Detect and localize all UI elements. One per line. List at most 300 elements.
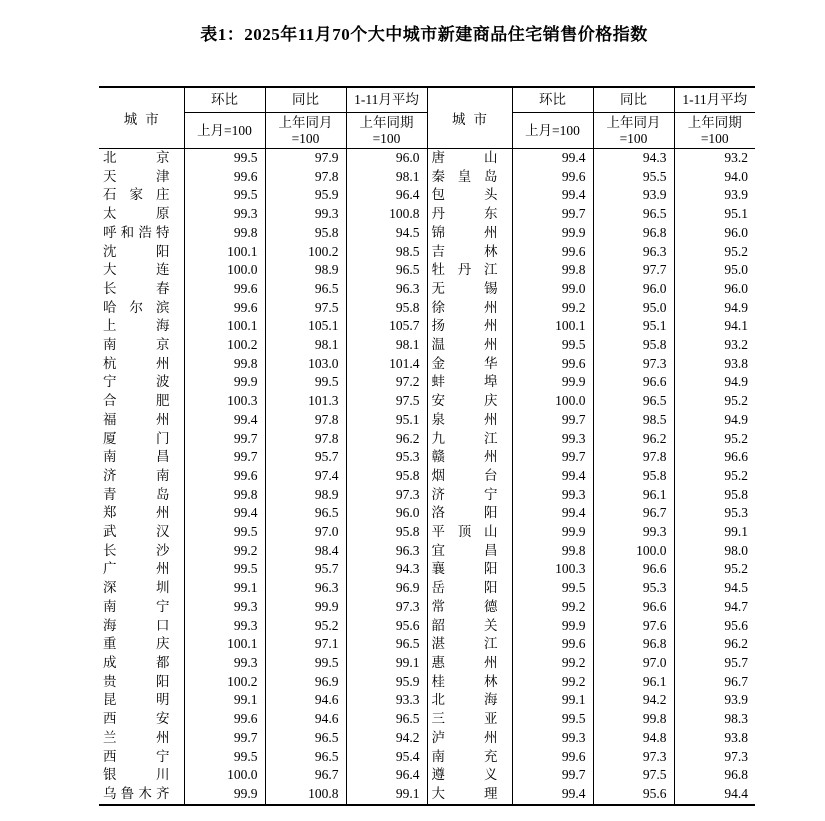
left-mom-value: 99.9 [184, 785, 265, 805]
right-avg-value: 93.8 [724, 729, 748, 745]
right-yoy-value: 96.6 [593, 373, 674, 392]
right-mom-value: 99.4 [512, 186, 593, 205]
table-row [99, 411, 755, 430]
left-mom-value: 99.3 [184, 598, 265, 617]
left-yoy-value: 97.8 [265, 168, 346, 187]
right-avg-value: 94.9 [724, 374, 748, 390]
right-mom-value: 99.6 [512, 243, 593, 262]
right-city-cell: 遵 义 [427, 766, 512, 785]
right-avg-value: 94.7 [724, 598, 748, 614]
right-city-cell: 包 头 [427, 186, 512, 205]
table-row [99, 523, 755, 542]
right-city-cell: 唐 山 [427, 149, 512, 168]
right-avg-value: 94.9 [724, 299, 748, 315]
right-yoy-value: 97.7 [593, 261, 674, 280]
left-avg-value: 96.5 [346, 261, 427, 280]
right-avg-value: 99.1 [724, 524, 748, 540]
table-row [99, 280, 755, 299]
right-city-cell: 宜 昌 [427, 542, 512, 561]
table-row [99, 785, 755, 805]
right-avg-value: 94.1 [724, 318, 748, 334]
right-avg-value: 94.5 [724, 580, 748, 596]
left-yoy-value: 97.9 [265, 149, 346, 168]
left-yoy-value: 95.2 [265, 617, 346, 636]
left-mom-value: 99.9 [184, 373, 265, 392]
right-mom-value: 99.7 [512, 448, 593, 467]
left-yoy-value: 100.2 [265, 243, 346, 262]
left-mom-value: 99.3 [184, 654, 265, 673]
right-city-cell: 牡 丹 江 [427, 261, 512, 280]
right-city-cell: 三 亚 [427, 710, 512, 729]
left-avg-value: 96.0 [346, 504, 427, 523]
left-city-cell: 上 海 [99, 317, 184, 336]
right-yoy-value: 95.3 [593, 579, 674, 598]
right-mom-value: 99.7 [512, 205, 593, 224]
left-avg-value: 96.4 [346, 186, 427, 205]
left-city-cell: 长 沙 [99, 542, 184, 561]
left-city-cell: 南 京 [99, 336, 184, 355]
right-yoy-value: 96.7 [593, 504, 674, 523]
right-mom-value: 99.6 [512, 355, 593, 374]
left-city-cell: 昆 明 [99, 691, 184, 710]
right-city-cell: 平 顶 山 [427, 523, 512, 542]
right-city-cell: 九 江 [427, 430, 512, 449]
left-city-cell: 贵 阳 [99, 673, 184, 692]
table-row [99, 617, 755, 636]
right-mom-value: 99.5 [512, 336, 593, 355]
right-avg-value: 93.2 [724, 150, 748, 165]
table-row [99, 355, 755, 374]
header-mom-base-left: 上月=100 [184, 113, 265, 149]
right-avg-value: 96.0 [724, 280, 748, 296]
right-city-cell: 桂 林 [427, 673, 512, 692]
left-avg-value: 99.1 [346, 654, 427, 673]
header-avg-base-left: 上年同期 =100 [346, 113, 427, 149]
left-avg-value: 100.8 [346, 205, 427, 224]
right-avg-value: 93.9 [724, 187, 748, 203]
right-city-cell: 洛 阳 [427, 504, 512, 523]
right-avg-value: 95.8 [724, 486, 748, 502]
header-avg-left: 1-11月平均 [346, 87, 427, 113]
header-avg-right: 1-11月平均 [674, 87, 755, 113]
right-avg-value: 94.0 [724, 168, 748, 184]
left-yoy-value: 97.5 [265, 299, 346, 318]
left-avg-value: 96.9 [346, 579, 427, 598]
left-yoy-value: 96.3 [265, 579, 346, 598]
table-row [99, 542, 755, 561]
left-avg-value: 94.2 [346, 729, 427, 748]
left-avg-value: 94.3 [346, 560, 427, 579]
table-row [99, 317, 755, 336]
table-row [99, 373, 755, 392]
right-city-cell: 丹 东 [427, 205, 512, 224]
right-mom-value: 99.8 [512, 542, 593, 561]
right-mom-value: 99.9 [512, 523, 593, 542]
left-avg-value: 96.3 [346, 542, 427, 561]
right-avg-value: 95.2 [724, 467, 748, 483]
left-yoy-value: 99.9 [265, 598, 346, 617]
right-mom-value: 99.2 [512, 598, 593, 617]
left-mom-value: 100.3 [184, 392, 265, 411]
table-row [99, 654, 755, 673]
right-yoy-value: 96.1 [593, 486, 674, 505]
right-avg-value: 96.6 [724, 449, 748, 465]
right-yoy-value: 99.8 [593, 710, 674, 729]
right-mom-value: 100.3 [512, 560, 593, 579]
header-city-left: 城市 [99, 87, 184, 149]
left-city-cell: 南 昌 [99, 448, 184, 467]
left-yoy-value: 97.8 [265, 411, 346, 430]
left-avg-value: 96.5 [346, 635, 427, 654]
right-city-cell: 泉 州 [427, 411, 512, 430]
left-city-cell: 西 宁 [99, 748, 184, 767]
left-city-cell: 大 连 [99, 261, 184, 280]
left-mom-value: 99.6 [184, 299, 265, 318]
table-row [99, 168, 755, 187]
table-row [99, 579, 755, 598]
left-mom-value: 99.7 [184, 729, 265, 748]
right-avg-value: 97.3 [724, 748, 748, 764]
left-avg-value: 105.7 [346, 317, 427, 336]
right-yoy-value: 96.6 [593, 560, 674, 579]
left-avg-value: 101.4 [346, 355, 427, 374]
left-mom-value: 99.8 [184, 486, 265, 505]
content-area [99, 22, 749, 806]
right-avg-value: 94.9 [724, 411, 748, 427]
right-yoy-value: 96.3 [593, 243, 674, 262]
left-mom-value: 99.7 [184, 430, 265, 449]
table-row [99, 430, 755, 449]
left-yoy-value: 96.5 [265, 748, 346, 767]
left-avg-value: 98.1 [346, 168, 427, 187]
left-yoy-value: 96.5 [265, 504, 346, 523]
right-yoy-value: 97.5 [593, 766, 674, 785]
right-city-cell: 无 锡 [427, 280, 512, 299]
right-mom-value: 99.4 [512, 504, 593, 523]
left-avg-value: 97.3 [346, 486, 427, 505]
right-city-cell: 徐 州 [427, 299, 512, 318]
right-yoy-value: 96.6 [593, 598, 674, 617]
table-header [99, 87, 755, 149]
right-city-cell: 襄 阳 [427, 560, 512, 579]
left-city-cell: 福 州 [99, 411, 184, 430]
left-avg-value: 95.8 [346, 467, 427, 486]
price-index-table [99, 86, 755, 806]
left-yoy-value: 97.0 [265, 523, 346, 542]
left-mom-value: 99.2 [184, 542, 265, 561]
left-yoy-value: 100.8 [265, 785, 346, 805]
left-avg-value: 96.0 [346, 149, 427, 168]
right-mom-value: 99.9 [512, 224, 593, 243]
left-avg-value: 93.3 [346, 691, 427, 710]
left-avg-value: 97.3 [346, 598, 427, 617]
left-avg-value: 95.3 [346, 448, 427, 467]
left-mom-value: 99.7 [184, 448, 265, 467]
left-city-cell: 长 春 [99, 280, 184, 299]
left-city-cell: 郑 州 [99, 504, 184, 523]
left-avg-value: 95.9 [346, 673, 427, 692]
right-avg-value: 93.2 [724, 337, 748, 353]
right-mom-value: 99.8 [512, 261, 593, 280]
table-row [99, 205, 755, 224]
right-yoy-value: 99.3 [593, 523, 674, 542]
left-yoy-value: 97.1 [265, 635, 346, 654]
header-mom-left: 环比 [184, 87, 265, 113]
right-city-cell: 赣 州 [427, 448, 512, 467]
left-avg-value: 98.1 [346, 336, 427, 355]
left-city-cell: 北 京 [99, 149, 184, 168]
right-avg-value: 95.2 [724, 243, 748, 259]
left-city-cell: 宁 波 [99, 373, 184, 392]
right-yoy-value: 94.3 [593, 149, 674, 168]
left-mom-value: 99.4 [184, 411, 265, 430]
table-row [99, 691, 755, 710]
right-mom-value: 99.9 [512, 373, 593, 392]
left-city-cell: 济 南 [99, 467, 184, 486]
table-row [99, 560, 755, 579]
left-yoy-value: 95.8 [265, 224, 346, 243]
right-mom-value: 99.3 [512, 486, 593, 505]
left-yoy-value: 96.9 [265, 673, 346, 692]
left-city-cell: 海 口 [99, 617, 184, 636]
right-yoy-value: 95.6 [593, 785, 674, 805]
left-mom-value: 100.2 [184, 336, 265, 355]
right-yoy-value: 96.0 [593, 280, 674, 299]
left-city-cell: 合 肥 [99, 392, 184, 411]
left-yoy-value: 98.4 [265, 542, 346, 561]
left-mom-value: 99.5 [184, 748, 265, 767]
right-city-cell: 大 理 [427, 785, 512, 805]
right-avg-value: 95.2 [724, 561, 748, 577]
left-avg-value: 96.5 [346, 710, 427, 729]
right-avg-value: 95.1 [724, 206, 748, 222]
right-yoy-value: 95.1 [593, 317, 674, 336]
right-avg-value: 96.7 [724, 673, 748, 689]
left-city-cell: 沈 阳 [99, 243, 184, 262]
table-row [99, 336, 755, 355]
right-avg-value: 95.3 [724, 505, 748, 521]
left-city-cell: 银 川 [99, 766, 184, 785]
left-avg-value: 97.2 [346, 373, 427, 392]
right-avg-value: 96.0 [724, 224, 748, 240]
left-mom-value: 100.2 [184, 673, 265, 692]
table-row [99, 243, 755, 262]
table-row [99, 186, 755, 205]
right-city-cell: 常 德 [427, 598, 512, 617]
left-mom-value: 99.8 [184, 355, 265, 374]
left-city-cell: 成 都 [99, 654, 184, 673]
table-row [99, 598, 755, 617]
right-yoy-value: 96.5 [593, 205, 674, 224]
left-avg-value: 96.3 [346, 280, 427, 299]
right-city-cell: 烟 台 [427, 467, 512, 486]
left-city-cell: 武 汉 [99, 523, 184, 542]
header-mom-base-right: 上月=100 [512, 113, 593, 149]
table-title: 表1：2025年11月70个大中城市新建商品住宅销售价格指数 [200, 25, 648, 44]
left-avg-value: 99.1 [346, 785, 427, 805]
left-city-cell: 哈 尔 滨 [99, 299, 184, 318]
right-city-cell: 温 州 [427, 336, 512, 355]
table-body [99, 149, 755, 805]
left-yoy-value: 101.3 [265, 392, 346, 411]
right-avg-value: 95.7 [724, 654, 748, 670]
left-mom-value: 99.5 [184, 560, 265, 579]
table-row [99, 448, 755, 467]
right-city-cell: 南 充 [427, 748, 512, 767]
left-city-cell: 天 津 [99, 168, 184, 187]
right-mom-value: 100.0 [512, 392, 593, 411]
left-city-cell: 太 原 [99, 205, 184, 224]
left-yoy-value: 99.5 [265, 373, 346, 392]
left-mom-value: 99.5 [184, 186, 265, 205]
right-yoy-value: 97.8 [593, 448, 674, 467]
right-yoy-value: 93.9 [593, 186, 674, 205]
table-row [99, 748, 755, 767]
right-yoy-value: 94.8 [593, 729, 674, 748]
left-city-cell: 乌 鲁 木 齐 [99, 785, 184, 805]
right-mom-value: 99.5 [512, 710, 593, 729]
left-yoy-value: 99.3 [265, 205, 346, 224]
right-yoy-value: 96.2 [593, 430, 674, 449]
right-mom-value: 99.6 [512, 635, 593, 654]
table-row [99, 224, 755, 243]
left-yoy-value: 97.8 [265, 430, 346, 449]
right-yoy-value: 96.1 [593, 673, 674, 692]
right-mom-value: 99.7 [512, 766, 593, 785]
left-yoy-value: 95.9 [265, 186, 346, 205]
right-city-cell: 惠 州 [427, 654, 512, 673]
right-mom-value: 99.4 [512, 149, 593, 168]
right-yoy-value: 96.8 [593, 224, 674, 243]
left-mom-value: 99.6 [184, 467, 265, 486]
left-yoy-value: 96.5 [265, 729, 346, 748]
left-yoy-value: 95.7 [265, 560, 346, 579]
table-row [99, 299, 755, 318]
table-row [99, 766, 755, 785]
left-mom-value: 99.6 [184, 280, 265, 299]
right-mom-value: 99.3 [512, 729, 593, 748]
left-avg-value: 95.8 [346, 299, 427, 318]
left-mom-value: 99.1 [184, 691, 265, 710]
left-mom-value: 100.1 [184, 317, 265, 336]
left-avg-value: 95.1 [346, 411, 427, 430]
right-mom-value: 99.4 [512, 785, 593, 805]
left-mom-value: 100.0 [184, 766, 265, 785]
table-row [99, 710, 755, 729]
table-row [99, 729, 755, 748]
right-yoy-value: 95.5 [593, 168, 674, 187]
left-yoy-value: 98.9 [265, 486, 346, 505]
header-avg-base-right: 上年同期 =100 [674, 113, 755, 149]
left-yoy-value: 94.6 [265, 710, 346, 729]
right-city-cell: 济 宁 [427, 486, 512, 505]
left-city-cell: 石 家 庄 [99, 186, 184, 205]
table-row [99, 467, 755, 486]
left-yoy-value: 97.4 [265, 467, 346, 486]
right-mom-value: 99.0 [512, 280, 593, 299]
left-city-cell: 厦 门 [99, 430, 184, 449]
left-yoy-value: 99.5 [265, 654, 346, 673]
left-city-cell: 西 安 [99, 710, 184, 729]
left-avg-value: 95.6 [346, 617, 427, 636]
table-row [99, 673, 755, 692]
right-avg-value: 96.2 [724, 636, 748, 652]
left-yoy-value: 105.1 [265, 317, 346, 336]
table-row [99, 486, 755, 505]
right-yoy-value: 95.0 [593, 299, 674, 318]
left-mom-value: 99.1 [184, 579, 265, 598]
right-mom-value: 99.6 [512, 168, 593, 187]
left-yoy-value: 96.5 [265, 280, 346, 299]
right-city-cell: 蚌 埠 [427, 373, 512, 392]
left-mom-value: 100.1 [184, 635, 265, 654]
right-yoy-value: 98.5 [593, 411, 674, 430]
left-mom-value: 99.3 [184, 205, 265, 224]
left-mom-value: 100.1 [184, 243, 265, 262]
left-avg-value: 94.5 [346, 224, 427, 243]
right-city-cell: 韶 关 [427, 617, 512, 636]
right-city-cell: 湛 江 [427, 635, 512, 654]
right-yoy-value: 97.3 [593, 748, 674, 767]
left-city-cell: 青 岛 [99, 486, 184, 505]
left-avg-value: 95.8 [346, 523, 427, 542]
right-avg-value: 95.2 [724, 393, 748, 409]
right-yoy-value: 100.0 [593, 542, 674, 561]
table-row [99, 261, 755, 280]
right-mom-value: 99.1 [512, 691, 593, 710]
right-avg-value: 93.9 [724, 692, 748, 708]
right-mom-value: 99.4 [512, 467, 593, 486]
left-yoy-value: 95.7 [265, 448, 346, 467]
left-avg-value: 96.4 [346, 766, 427, 785]
right-city-cell: 岳 阳 [427, 579, 512, 598]
header-yoy-right: 同比 [593, 87, 674, 113]
right-yoy-value: 96.5 [593, 392, 674, 411]
header-mom-right: 环比 [512, 87, 593, 113]
right-city-cell: 安 庆 [427, 392, 512, 411]
right-city-cell: 北 海 [427, 691, 512, 710]
left-city-cell: 南 宁 [99, 598, 184, 617]
right-mom-value: 100.1 [512, 317, 593, 336]
header-yoy-base-right: 上年同月 =100 [593, 113, 674, 149]
right-mom-value: 99.2 [512, 673, 593, 692]
right-yoy-value: 97.0 [593, 654, 674, 673]
header-yoy-left: 同比 [265, 87, 346, 113]
right-avg-value: 95.6 [724, 617, 748, 633]
left-avg-value: 95.4 [346, 748, 427, 767]
left-avg-value: 97.5 [346, 392, 427, 411]
right-yoy-value: 94.2 [593, 691, 674, 710]
left-city-cell: 重 庆 [99, 635, 184, 654]
left-avg-value: 98.5 [346, 243, 427, 262]
table-row [99, 392, 755, 411]
left-avg-value: 96.2 [346, 430, 427, 449]
left-city-cell: 兰 州 [99, 729, 184, 748]
right-city-cell: 泸 州 [427, 729, 512, 748]
right-avg-value: 95.2 [724, 430, 748, 446]
right-yoy-value: 97.3 [593, 355, 674, 374]
right-mom-value: 99.2 [512, 299, 593, 318]
right-mom-value: 99.2 [512, 654, 593, 673]
right-mom-value: 99.3 [512, 430, 593, 449]
right-avg-value: 95.0 [724, 262, 748, 278]
left-city-cell: 杭 州 [99, 355, 184, 374]
right-avg-value: 98.0 [724, 542, 748, 558]
right-city-cell: 吉 林 [427, 243, 512, 262]
right-yoy-value: 96.8 [593, 635, 674, 654]
right-mom-value: 99.5 [512, 579, 593, 598]
left-city-cell: 广 州 [99, 560, 184, 579]
